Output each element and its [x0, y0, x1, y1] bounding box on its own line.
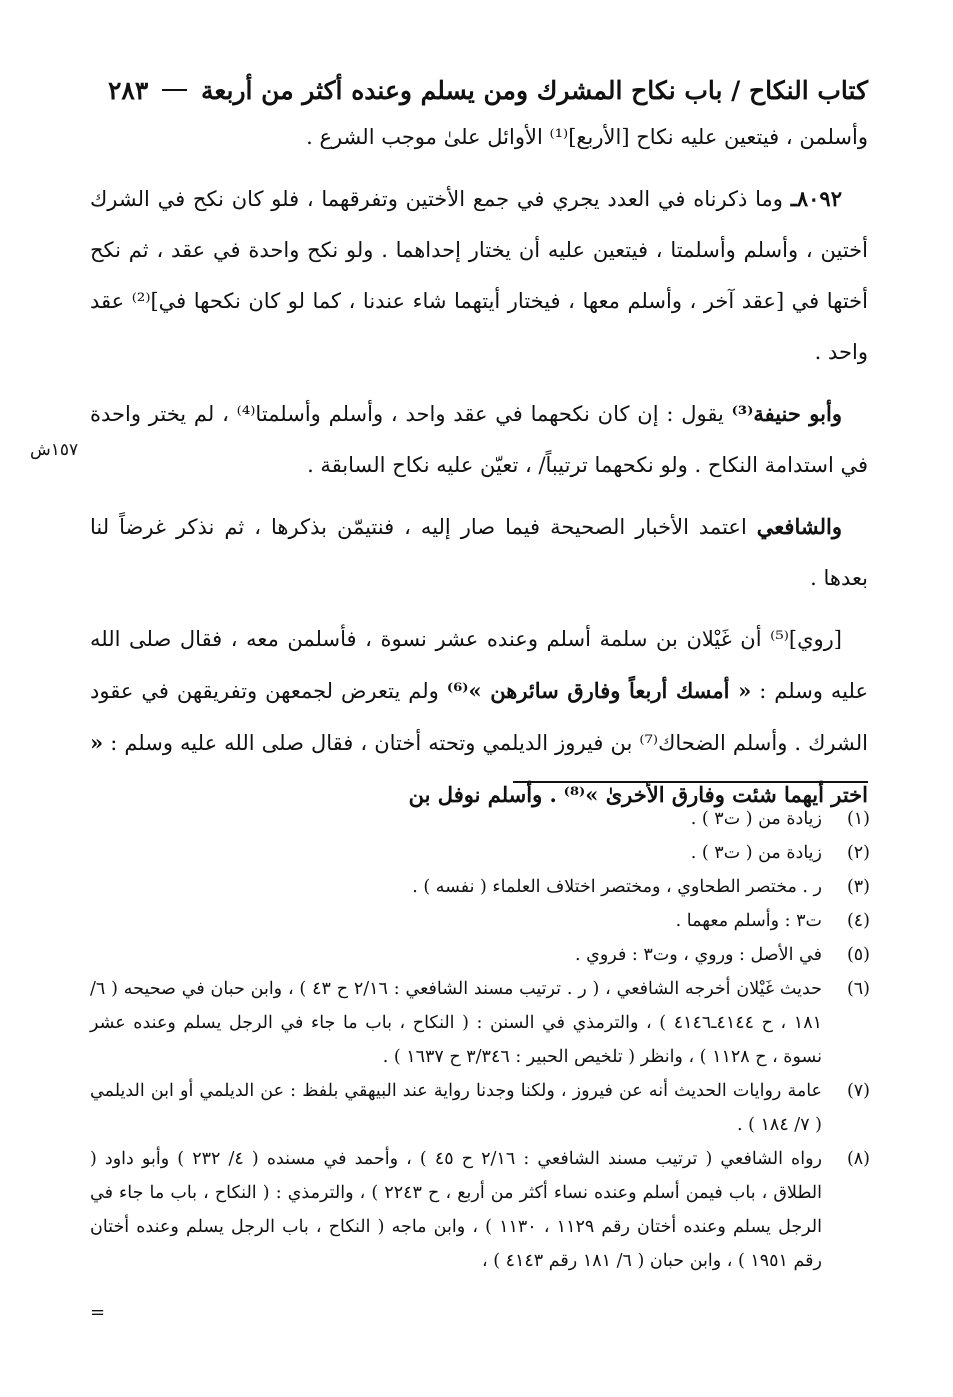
footnote-item: (١) زيادة من ( ت٣ ) . — [690, 809, 870, 829]
paragraph-8092: ٨٠٩٢ـ وما ذكرناه في العدد يجري في جمع الأختين وتفرقهما ، فلو كان نكح في الشرك أختين ، وأسلم وأسلمتا ، فيتعين عليه أن يختار إحداهما . ولو نكح واحدة في عقد ، ثم نكح أختها في [عقد آخر ، وأسلم معها ، فيختار أيتهما شاء عندنا ، كما لو كان نكحها في]⁽²⁾ عقد واحد . — [90, 186, 868, 364]
footnote-item: (٥) في الأصل : وروي ، وت٣ : فروي . — [575, 945, 870, 965]
paragraph-abu-hanifa: وأبو حنيفة⁽³⁾ يقول : إن كان نكحهما في عقد واحد ، وأسلم وأسلمتا⁽⁴⁾ ، لم يختر واحدة في استدامة النكاح . ولو نكحهما ترتيباً/ ، تعيّن عليه نكاح السابقة . — [90, 401, 868, 477]
header-title: كتاب النكاح / باب نكاح المشرك ومن يسلم وعنده أكثر من أربعة — [201, 75, 868, 105]
hadith-quote-2: « اختر أيهما شئت وفارق الأخرىٰ »⁽⁸⁾ — [90, 730, 868, 807]
main-text — [90, 112, 868, 821]
paragraph-shafii: والشافعي اعتمد الأخبار الصحيحة فيما صار إليه ، فنتيمّن بذكرها ، ثم نذكر غرضاً لنا بعدها . — [90, 514, 868, 590]
running-header — [108, 70, 868, 110]
issue-number: ٨٠٩٢ـ — [790, 186, 842, 211]
footnote-item: (٦) حديث غَيْلان أخرجه الشافعي ، ( ر . ترتيب مسند الشافعي : ٢/١٦ ح ٤٣ ) ، وابن حبان في صحيحه ( ٦/ ١٨١ ، ح ٤١٤٤ـ٤١٤٦ ) ، والترمذي في السنن : ( النكاح ، باب ما جاء في الرجل يسلم وعنده عشر نسوة ، ح ١١٢٨ ) ، وانظر ( تلخيص الحبير : ٣/٣٤٦ ح ١٦٣٧ ) . — [90, 979, 870, 1067]
page-number: ٢٨٣ — [108, 75, 149, 105]
footnote-item: (٢) زيادة من ( ت٣ ) . — [690, 843, 870, 863]
footnote-item: (٤) ت٣ : وأسلم معهما . — [675, 911, 870, 931]
manuscript-folio-note: ١٥٧ش — [30, 440, 79, 460]
continuation-mark: = — [90, 1302, 106, 1323]
paragraph-0: وأسلمن ، فيتعين عليه نكاح [الأربع]⁽¹⁾ الأوائل علىٰ موجب الشرع . — [306, 125, 868, 149]
footnote-item: (٣) ر . مختصر الطحاوي ، ومختصر اختلاف العلماء ( نفسه ) . — [412, 877, 870, 897]
footnote-item: (٧) عامة روايات الحديث أنه عن فيروز ، ولكنا وجدنا رواية عند البيهقي بلفظ : عن الديلمي أو ابن الديلمي ( ٧/ ١٨٤ ) . — [90, 1081, 870, 1135]
paragraph-hadith: [روي]⁽⁵⁾ أن غَيْلان بن سلمة أسلم وعنده عشر نسوة ، فأسلمن معه ، فقال صلى الله عليه وسلم : « أمسك أربعاً وفارق سائرهن »⁽⁶⁾ ولم يتعرض لجمعهن وتفريقهن في عقود الشرك . وأسلم الضحاك⁽⁷⁾ بن فيروز الديلمي وتحته أختان ، فقال صلى الله عليه وسلم : « اختر أيهما شئت وفارق الأخرىٰ »⁽⁸⁾ . وأسلم نوفل بن — [90, 627, 868, 807]
footnote-separator — [513, 781, 868, 783]
header-rule — [162, 89, 187, 91]
footnote-item: (٨) رواه الشافعي ( ترتيب مسند الشافعي : ٢/١٦ ح ٤٥ ) ، وأحمد في مسنده ( ٤/ ٢٣٢ ) وأبو داود ( الطلاق ، باب فيمن أسلم وعنده نساء أكثر من أربع ، ح ٢٢٤٣ ) ، والترمذي : ( النكاح ، باب ما جاء في الرجل يسلم وعنده أختان رقم ١١٢٩ ، ١١٣٠ ) ، وابن ماجه ( النكاح ، باب الرجل يسلم وعنده أختان رقم ١٩٥١ ) ، وابن حبان ( ٦/ ١٨١ رقم ٤١٤٣ ) ، — [90, 1149, 870, 1271]
footnotes — [90, 802, 870, 1278]
hadith-quote-1: « أمسك أربعاً وفارق سائرهن »⁽⁶⁾ — [446, 678, 752, 703]
